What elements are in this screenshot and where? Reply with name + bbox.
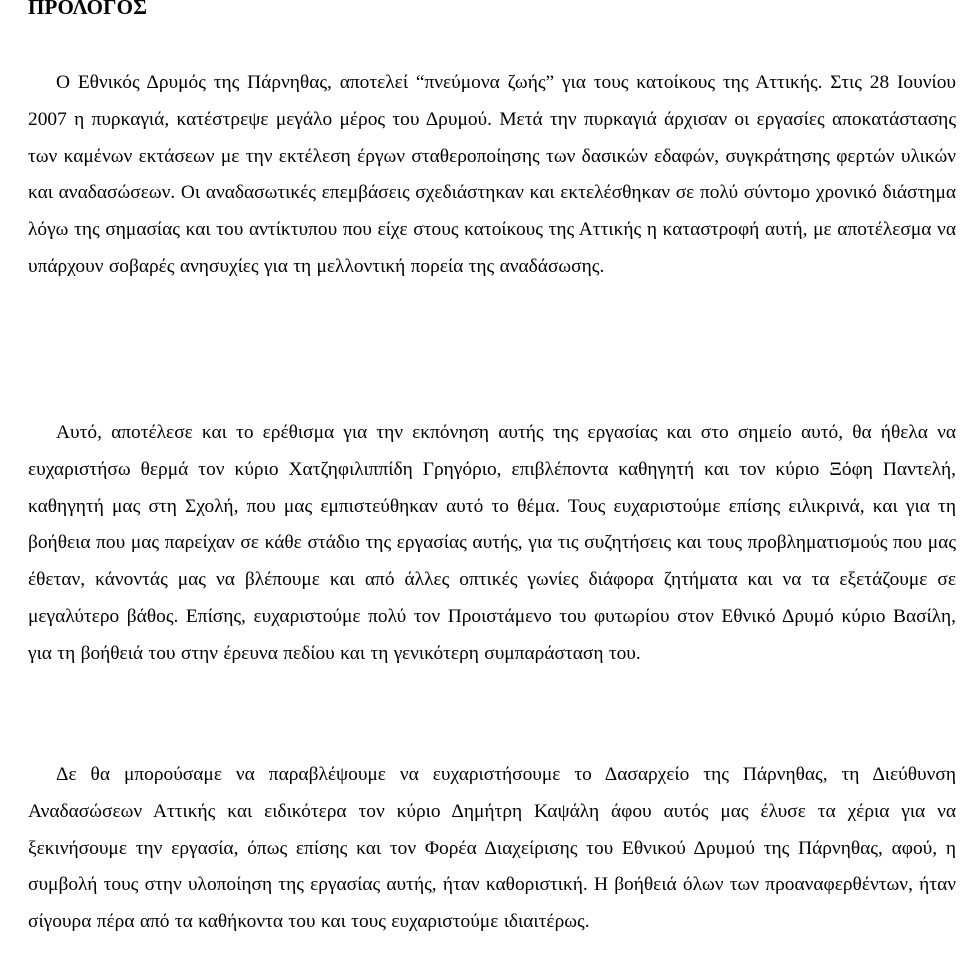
paragraph-acknowledgements: Αυτό, αποτέλεσε και το ερέθισμα για την εκπόνηση αυτής της εργασίας και στο σημείο αυτό, θα ήθελα να ευχαριστήσω θερμά τον κύριο Χατζηφιλιππίδη Γρηγόριο, επιβλέποντα καθηγητή και τον κύριο Ξόφη Παντελή, καθηγητή μας στη Σχολή, που μας εμπιστεύθηκαν αυτό το θέμα. Τους ευχαριστούμε επίσης ειλικρινά, και για τη βοήθεια που μας παρείχαν σε κάθε στάδιο της εργασίας αυτής, για τις συζητήσεις και τους προβληματισμούς που μας έθεταν, κάνοντάς μας να βλέπουμε και από άλλες οπτικές γωνίες διάφορα ζητήματα και να τα εξετάζουμε σε μεγαλύτερο βάθος. Επίσης, ευχαριστούμε πολύ τον Προιστάμενο του φυτωρίου στον Εθνικό Δρυμό κύριο Βασίλη, για τη βοήθειά του στην έρευνα πεδίου και τη γενικότερη συμπαράσταση του.: [28, 422, 956, 664]
paragraph-intro: Ο Εθνικός Δρυμός της Πάρνηθας, αποτελεί “πνεύμονα ζωής” για τους κατοίκους της Αττικής. Στις 28 Ιουνίου 2007 η πυρκαγιά, κατέστρεψε μεγάλο μέρος του Δρυμού. Μετά την πυρκαγιά άρχισαν οι εργασίες αποκατάστασης των καμένων εκτάσεων με την εκτέλεση έργων σταθεροποίησης των δασικών εδαφών, συγκράτησης φερτών υλικών και αναδασώσεων. Οι αναδασωτικές επεμβάσεις σχεδιάστηκαν και εκτελέσθηκαν σε πολύ σύντομο χρονικό διάστημα λόγω της σημασίας και του αντίκτυπου που είχε στους κατοίκους της Αττικής η καταστροφή αυτή, με αποτέλεσμα να υπάρχουν σοβαρές ανησυχίες για τη μελλοντική πορεία της αναδάσωσης.: [28, 72, 956, 277]
page-title: ΠΡΟΛΟΓΟΣ: [28, 0, 148, 19]
paragraph-thanks: Δε θα μπορούσαμε να παραβλέψουμε να ευχαριστήσουμε το Δασαρχείο της Πάρνηθας, τη Διεύθυνση Αναδασώσεων Αττικής και ειδικότερα τον κύριο Δημήτρη Καψάλη άφου αυτός μας έλυσε τα χέρια για να ξεκινήσουμε την εργασία, όπως επίσης και τον Φορέα Διαχείρισης του Εθνικού Δρυμού της Πάρνηθας, αφού, η συμβολή τους στην υλοποίηση της εργασίας αυτής, ήταν καθοριστική. Η βοήθειά όλων των προαναφερθέντων, ήταν σίγουρα πέρα από τα καθήκοντα του και τους ευχαριστούμε ιδιαιτέρως.: [28, 764, 956, 933]
